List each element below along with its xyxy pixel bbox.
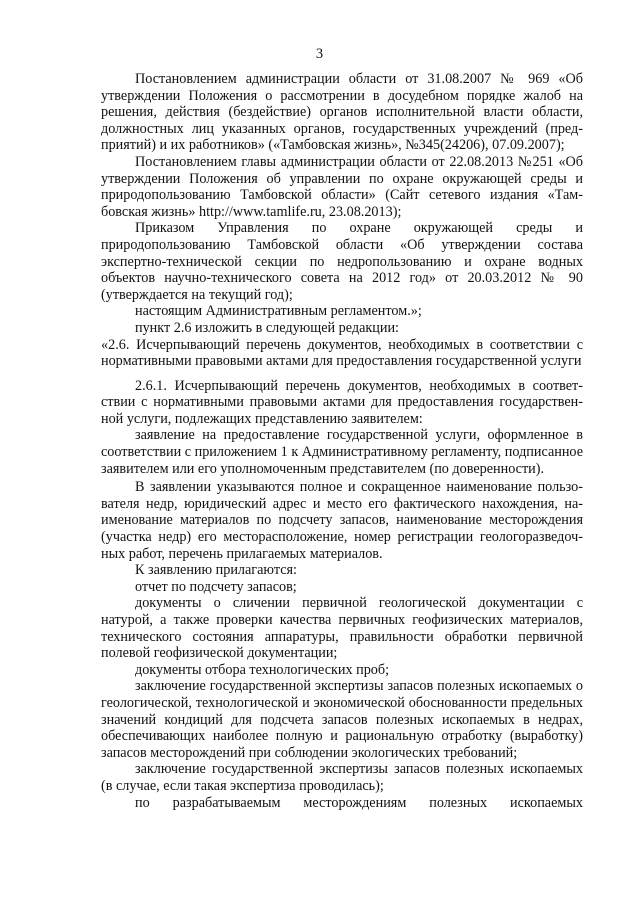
page-number: 3 — [315, 46, 324, 62]
list-item-expertise-reserves: заключение государственной экспертизы запасов полезных ископаемых (в случае, если такая экспертиза проводилась); — [101, 761, 583, 794]
paragraph-resolution-969: Постановлением администрации области от 31.08.2007 № 969 «Об утверждении Положения о рассмотрении в досудебном порядке жалоб на решения, действия (бездействие) органов исполнительной власти области, должностных лиц указанных органов, государственных учреждений (предприятий) и их работников» («Тамбовская жизнь», №345(24206), 07.09.2007); — [101, 71, 583, 154]
paragraph-application: заявление на предоставление государственной услуги, оформленное в соответствии с приложением 1 к Административному регламенту, подписанное заявителем или его уполномоченным представителем (по доверенности). — [101, 427, 583, 477]
list-item-sampling-documents: документы отбора технологических проб; — [135, 661, 390, 678]
paragraph-attachments-intro: К заявлению прилагаются: — [135, 562, 297, 579]
list-item-verification-documents: документы о сличении первичной геологической документации с натурой, а также проверки качества первичных геофизических материалов, технического состояния аппаратуры, правильности обработки первичной полевой геофизической документации; — [101, 595, 583, 662]
list-item-report: отчет по подсчету запасов; — [135, 578, 297, 595]
section-heading-2-6: «2.6. Исчерпывающий перечень документов, необходимых в соответствии с нормативными правовыми актами для предоставления государственной услуги — [101, 336, 583, 370]
document-body — [101, 71, 583, 811]
list-item-expertise-conditions: заключение государственной экспертизы запасов полезных ископаемых о геологической, технологической и экономической обоснованности предельных значений кондиций для подсчета запасов полезных ископаемых в недрах, обеспечивающих наиболее полную и рациональную отработку (выработку) запасов месторождений при соблюдении экологических требований; — [101, 678, 583, 761]
list-item-developed-deposits: по разрабатываемым месторождениям полезных ископаемых — [135, 794, 583, 811]
paragraph-order-90: Приказом Управления по охране окружающей среды и природопользованию Тамбовской области «Об утверждении состава экспертно-технической секции по недропользованию и охране водных объектов научно-технического совета на 2012 год» от 20.03.2012 № 90 (утверждается на текущий год); — [101, 220, 583, 303]
paragraph-regulation: настоящим Административным регламентом.»; — [135, 303, 422, 320]
paragraph-application-contents: В заявлении указываются полное и сокращенное наименование пользователя недр, юридический адрес и место его фактического нахождения, наименование материалов по подсчету запасов, наименование месторождения (участка недр) его месторасположение, номер регистрации геологоразведочных работ, перечень прилагаемых материалов. — [101, 479, 583, 562]
paragraph-clause-instruction: пункт 2.6 изложить в следующей редакции: — [135, 319, 399, 336]
paragraph-resolution-251: Постановлением главы администрации области от 22.08.2013 №251 «Об утверждении Положения об управлении по охране окружающей среды и природопользованию Тамбовской области» (Сайт сетевого издания «Тамбовская жизнь» http://www.tamlife.ru, 23.08.2013); — [101, 153, 583, 220]
paragraph-2-6-1: 2.6.1. Исчерпывающий перечень документов, необходимых в соответствии с нормативными правовыми актами для предоставления государственной услуги, подлежащих представлению заявителем: — [101, 377, 583, 427]
